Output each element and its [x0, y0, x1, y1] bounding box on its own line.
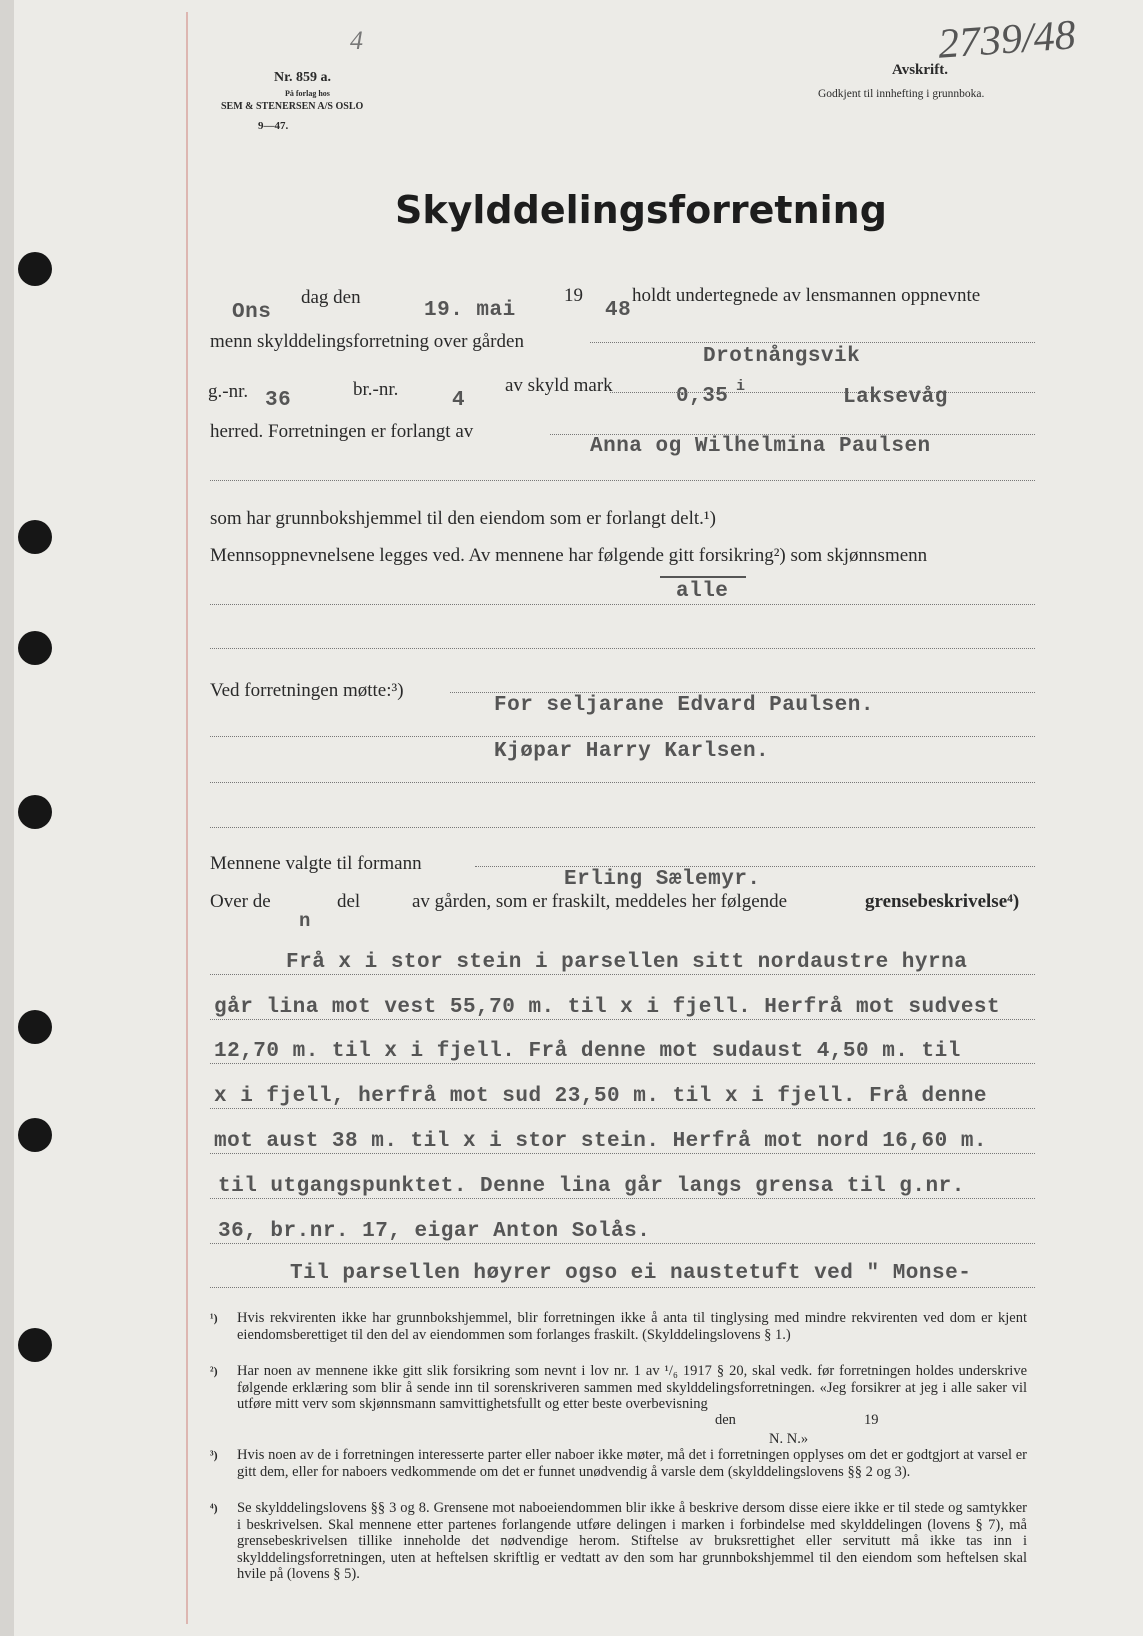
page-edge [0, 0, 14, 1636]
punch-hole [18, 631, 52, 665]
footnote-text: Hvis noen av de i forretningen interesserte parter eller naboer ikke møter, må det i forretningen opplyses om det er godtgjort at varsel er gitt dem, eller for naboers vedkommende om det er funnet unødvendig å varsle dem (skylddelingslovens §§ 2 og 3). [237, 1447, 1027, 1480]
over-de-label: Over de [210, 891, 271, 912]
dotted-line [610, 392, 1035, 393]
punch-hole [18, 795, 52, 829]
skyld-value: 0,35 [676, 385, 729, 408]
fraskilt-text: av gården, som er fraskilt, meddeles her følgende [412, 891, 788, 912]
grense-label: grensebeskrivelse⁴) [865, 891, 1020, 912]
over-de-value: n [299, 910, 311, 932]
motte-line-1: For seljarane Edvard Paulsen. [494, 694, 874, 717]
footnote-1 [210, 1310, 1027, 1343]
publisher-name: SEM & STENERSEN A/S OSLO [221, 101, 364, 112]
boundary-line: 36, br.nr. 17, eigar Anton Solås. [218, 1220, 651, 1243]
dag-label: dag den [301, 287, 361, 308]
requested-label: herred. Forretningen er forlangt av [210, 421, 474, 442]
dotted-line [450, 692, 1035, 693]
requested-by: Anna og Wilhelmina Paulsen [590, 435, 931, 458]
date-value: 19. mai [424, 299, 516, 322]
dotted-line [210, 827, 1035, 828]
formann-label: Mennene valgte til formann [210, 853, 422, 874]
dotted-line [210, 1063, 1035, 1064]
footnote-mark: ³) [210, 1448, 218, 1462]
form-number: Nr. 859 a. [274, 70, 332, 85]
punch-hole [18, 252, 52, 286]
dotted-line [210, 736, 1035, 737]
weekday-value: Ons [232, 301, 272, 324]
dotted-line [210, 1287, 1035, 1288]
dotted-line [210, 1198, 1035, 1199]
page-title: Skylddelingsforretning [395, 188, 887, 232]
dotted-line [210, 1019, 1035, 1020]
year-suffix: 48 [605, 299, 632, 322]
hjemmel-text: som har grunnbokshjemmel til den eiendom som er forlangt delt.¹) [210, 508, 716, 529]
oppnevnelse-text: Mennsoppnevnelsene legges ved. Av mennene har følgende gitt forsikring²) som skjønnsmenn [210, 545, 928, 566]
dotted-line [210, 1153, 1035, 1154]
gnr-value: 36 [265, 389, 292, 412]
footnote-4 [210, 1500, 1027, 1583]
footnote-mark: ¹) [210, 1311, 218, 1325]
punch-hole [18, 1010, 52, 1044]
punch-hole [18, 520, 52, 554]
boundary-line: mot aust 38 m. til x i stor stein. Herfrå mot nord 16,60 m. [214, 1130, 988, 1153]
dotted-line [210, 782, 1035, 783]
boundary-line: går lina mot vest 55,70 m. til x i fjell. Herfrå mot sudvest [214, 996, 1001, 1019]
forsikring-value: alle [676, 580, 729, 603]
herred-name: Laksevåg [843, 386, 948, 409]
footnote-mark: ⁴) [210, 1501, 218, 1515]
publisher-line: På forlag hos [285, 89, 330, 98]
copy-label: Avskrift. [892, 62, 948, 78]
bnr-label: br.-nr. [353, 379, 399, 400]
margin-rule [186, 12, 188, 1624]
formann-value: Erling Sælemyr. [564, 868, 761, 891]
boundary-line: x i fjell, herfrå mot sud 23,50 m. til x i fjell. Frå denne [214, 1085, 988, 1108]
archive-number: 2739/48 [936, 12, 1078, 68]
boundary-line: 12,70 m. til x i fjell. Frå denne mot sudaust 4,50 m. til [214, 1040, 961, 1063]
farm-name: Drotnångsvik [703, 345, 861, 368]
approved-text: Godkjent til innhefting i grunnboka. [818, 88, 985, 100]
footnote-year-label: 19 [864, 1412, 879, 1428]
punch-hole [18, 1118, 52, 1152]
dotted-line [210, 974, 1035, 975]
motte-label: Ved forretningen møtte:³) [210, 680, 404, 701]
year-prefix: 19 [564, 285, 583, 306]
dotted-line [210, 480, 1035, 481]
dotted-line [210, 1243, 1035, 1244]
footnote-3 [210, 1447, 1027, 1480]
boundary-line: Frå x i stor stein i parsellen sitt nordaustre hyrna [286, 951, 968, 974]
footnote-text: Har noen av mennene ikke gitt slik forsikring som nevnt i lov nr. 1 av ¹/₆ 1917 § 20, skal vedk. før forretningen holdes underskrive følgende erklæring som blir å sende inn til sorenskriveren sammen med skylddelingsforretningen. «Jeg forsikrer at jeg i alle saker vil utføre mitt verv som skjønnsmann samvittighetsfullt og etter beste overbevisning [237, 1363, 1027, 1412]
boundary-line: Til parsellen høyrer ogso ei naustetuft ved " Monse- [290, 1262, 972, 1285]
dotted-line [210, 604, 1035, 605]
farm-line-label: menn skylddelingsforretning over gården [210, 331, 524, 352]
intro-line1-text: holdt undertegnede av lensmannen oppnevnte [632, 285, 981, 306]
footnote-mark: ²) [210, 1364, 218, 1378]
boundary-line: til utgangspunktet. Denne lina går langs grensa til g.nr. [218, 1175, 965, 1198]
footnote-den-label: den [715, 1412, 736, 1428]
gnr-label: g.-nr. [208, 381, 249, 402]
del-label: del [337, 891, 361, 912]
punch-hole [18, 1328, 52, 1362]
dotted-line [475, 866, 1035, 867]
footnote-text: Hvis rekvirenten ikke har grunnbokshjemmel, blir forretningen ikke å anta til tinglysing med mindre rekvirenten ved dom er kjent eiendomsberettiget til den del av eiendommen som forlanges fraskilt. (Skylddelingslovens § 1.) [237, 1310, 1027, 1343]
bnr-value: 4 [452, 389, 466, 412]
skyld-label: av skyld mark [505, 375, 613, 396]
underline-mark [660, 576, 746, 578]
dotted-line [590, 342, 1035, 343]
dotted-line [210, 648, 1035, 649]
dotted-line [210, 1108, 1035, 1109]
motte-line-2: Kjøpar Harry Karlsen. [494, 740, 770, 763]
footnote-2 [210, 1363, 1027, 1413]
footnote-text: Se skylddelingslovens §§ 3 og 8. Grensene mot naboeiendommen blir ikke å beskrive dersom disse eiere ikke er til stede og samtykker i beskrivelsen. Skal mennene etter partenes forlangende utføre delingen i marken i forbindelse med skylddelingen (lovens § 7), må grensebeskrivelsen tillike inneholde det nødvendige herom. Stiftelse av bruksrettighet eller servitutt må ikke tas inn i skylddelingsforretningen, uten at heftelsen skriftlig er vedtatt av den som har grunnbokshjemmel til den eiendom som heftelsen skal hvile på (lovens § 5). [237, 1500, 1027, 1582]
pencil-mark: 4 [350, 26, 363, 55]
print-date: 9—47. [258, 120, 289, 132]
skyld-suffix: i [736, 378, 746, 395]
footnote-signature: N. N.» [769, 1431, 809, 1447]
